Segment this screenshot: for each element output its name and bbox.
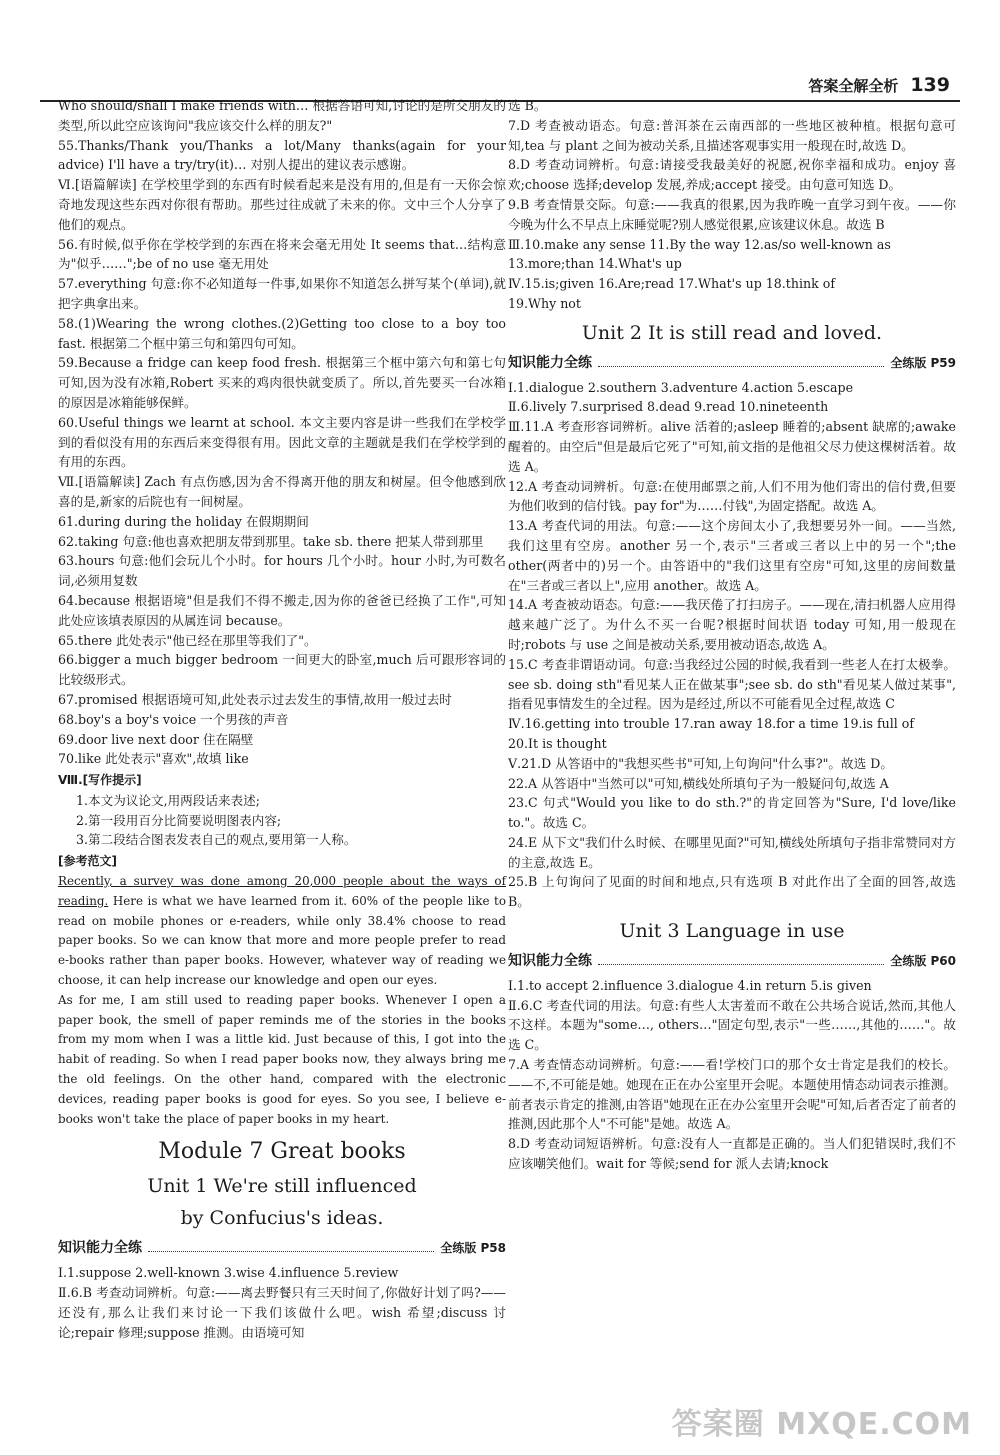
section-bar [508,952,956,972]
answer-line: 69.door live next door 住在隔壁 [58,731,254,747]
answer-line: 选 B。 [508,98,547,113]
answer-line: Ⅵ.[语篇解读] 在学校里学到的东西有时候看起来是没有用的,但是有一天你会惊奇地发现这些东西对你很有帮助。那些过往成就了未来的你。文中三个人分享了他们的观点。 [58,177,506,232]
answer-line: 24.E 从下文"我们什么时候、在哪里见面?"可知,横线处所填句子指非常赞同对方的主意,故选 E。 [508,834,956,870]
answer-line: 68.boy's a boy's voice 一个男孩的声音 [58,711,289,727]
unit-1-title-line-2: by Confucius's ideas. [180,1207,384,1230]
answer-line: 20.It is thought [508,735,607,751]
answer-line: 8.D 考查动词辨析。句意:请接受我最美好的祝愿,祝你幸福和成功。enjoy 喜欢;choose 选择;develop 发展,养成;accept 接受。由句意可知选 D。 [508,157,956,193]
answer-line: 15.C 考查非谓语动词。句意:当我经过公园的时候,我看到一些老人在打太极拳。see sb. doing sth"看见某人正在做某事";see sb. do sth"看见某人做过某事",指看见事情发生的全过程。因为是经过,所以不可能看见全过程,故选 C [508,656,956,712]
section-title: 知识能力全练 [58,1240,142,1257]
answer-line: Ⅱ.6.lively 7.surprised 8.dead 9.read 10.nineteenth [508,399,829,415]
section-leader-dots [598,366,884,367]
answer-line: 22.A 从答语中"当然可以"可知,横线处所填句子为一般疑问句,故选 A [508,775,889,791]
section-leader-dots [598,964,884,965]
section-bar [508,354,956,374]
right-column [508,96,956,1174]
answer-line: 64.because 根据语境"但是我们不得不搬走,因为你的爸爸已经换了工作",可知此处应该填表原因的从属连词 because。 [58,592,506,628]
essay-underlined-sentence: Recently, a survey was done among 20,000 people about the ways of reading. [58,874,506,908]
answer-line: 7.D 考查被动语态。句意:普洱茶在云南西部的一些地区被种植。根据句意可知,tea 与 plant 之间为被动关系,且描述客观事实用一般现在时,故选 D。 [508,117,956,153]
answer-line: 61.during during the holiday 在假期期间 [58,513,309,529]
writing-tip: 3.第二段结合图表发表自己的观点,要用第一人称。 [76,832,357,848]
answer-line: 62.taking 句意:他也喜欢把朋友带到那里。take sb. there 把某人带到那里 [58,533,484,549]
answer-line: 60.Useful things we learnt at school. 本文主要内容是讲一些我们在学校学到的看似没有用的东西后来变得很有用。因此文章的主题就是我们在学校学到的有用的东西。 [58,414,506,470]
writing-tip: 1.本文为议论文,用两段话来表述; [76,792,260,808]
section-title: 知识能力全练 [508,354,592,371]
section-bar [58,1239,506,1259]
page-number: 139 [910,74,950,96]
unit-3-title: Unit 3 Language in use [619,920,845,943]
answer-line: 25.B 上句询问了见面的时间和地点,只有选项 B 对此作出了全面的回答,故选 B。 [508,874,956,910]
answer-line: Ⅰ.1.suppose 2.well-known 3.wise 4.influence 5.review [58,1265,399,1281]
answer-line: 9.B 考查情景交际。句意:——我真的很累,因为我昨晚一直学习到午夜。——你今晚为什么不早点上床睡觉呢?别人感觉很累,应该建议休息。故选 B [508,196,956,232]
answer-line: 70.like 此处表示"喜欢",故填 like [58,751,249,767]
answer-line: Who should/shall I make friends with… 根据答语可知,讨论的是所交朋友的类型,所以此空应该询问"我应该交什么样的朋友?" [58,98,506,133]
answer-line: Ⅲ.10.make any sense 11.By the way 12.as/so well-known as [508,236,891,252]
unit-1-title-line-1: Unit 1 We're still influenced [147,1175,417,1198]
answer-line: Ⅰ.1.dialogue 2.southern 3.adventure 4.action 5.escape [508,379,854,395]
answer-line: Ⅳ.16.getting into trouble 17.ran away 18.for a time 19.is full of [508,716,915,732]
answer-line: 57.everything 句意:你不必知道每一件事,如果你不知道怎么拼写某个(单词),就把字典拿出来。 [58,276,506,311]
section-page-ref: 全练版 P60 [890,954,956,969]
answer-line: Ⅲ.11.A 考查形容词辨析。alive 活着的;asleep 睡着的;absent 缺席的;awake 醒着的。由空后"但是最后它死了"可知,前文指的是他祖父尽力使这棵树活着。故选 A。 [508,419,956,474]
answer-line: 12.A 考查动词辨析。句意:在使用邮票之前,人们不用为他们寄出的信付费,但要为他们收到的信付钱。pay for"为……付钱",为固定搭配。故选 A。 [508,478,956,514]
answer-line: 58.(1)Wearing the wrong clothes.(2)Getting too close to a boy too fast. 根据第二个框中第三句和第四句可知。 [58,315,506,351]
answer-line: 14.A 考查被动语态。句意:——我厌倦了打扫房子。——现在,清扫机器人应用得越来越广泛了。为什么不买一台呢?根据时间状语 today 可知,用一般现在时;robots 与 use 之间是被动关系,要用被动语态,故选 A。 [508,597,956,652]
answer-line: Ⅴ.21.D 从答语中的"我想买些书"可知,上句询问"什么事?"。故选 D。 [508,755,893,771]
essay-paragraph-1: Here is what we have learned from it. 60% of the people like to read on mobile phones or e-readers, while only 38.4% choose to read paper books. So we can know that more and more people prefer to read e-books rather than paper books. However, whatever way of reading we choose, it can help increase our knowledge and open our eyes. [58,893,506,988]
answer-line: 65.there 此处表示"他已经在那里等我们了"。 [58,632,317,648]
answer-line: Ⅰ.1.to accept 2.influence 3.dialogue 4.in return 5.is given [508,977,872,993]
answer-line: Ⅳ.15.is;given 16.Are;read 17.What's up 18.think of [508,276,835,292]
answer-line: 56.有时候,似乎你在学校学到的东西在将来会毫无用处 It seems that…结构意为"似乎……";be of no use 毫无用处 [58,236,506,272]
answer-line: 63.hours 句意:他们会玩儿个小时。for hours 几个小时。hour 小时,为可数名词,必须用复数 [58,553,506,589]
section-page-ref: 全练版 P58 [440,1241,506,1256]
writing-tips-label: Ⅷ.[写作提示] [58,773,142,788]
header-title: 答案全解全析 [808,77,899,95]
answer-line: 59.Because a fridge can keep food fresh. 根据第三个框中第六句和第七句可知,因为没有冰箱,Robert 买来的鸡肉很快就变质了。所以,首先要买一台冰箱的原因是冰箱能够保鲜。 [58,355,506,410]
answer-line: Ⅶ.[语篇解读] Zach 有点伤感,因为舍不得离开他的朋友和树屋。但令他感到欣喜的是,新家的后院也有一间树屋。 [58,474,506,509]
sample-essay [58,872,506,1129]
essay-paragraph-2: As for me, I am still used to reading paper books. Whenever I open a paper book, the smell of paper reminds me of the stories in the books from my mom when I was a little kid. Just because of this, I got into the habit of reading. So when I read paper books now, they always bring me the old feelings. On the other hand, compared with the electronic devices, reading paper books is good for eyes. So you see, I believe e-books won't take the place of paper books in my heart. [58,992,506,1126]
answer-line: Ⅱ.6.C 考查代词的用法。句意:有些人太害羞而不敢在公共场合说话,然而,其他人不这样。本题为"some…, others…"固定句型,表示"一些……,其他的……"。故选 C。 [508,997,956,1053]
answer-line: 8.D 考查动词短语辨析。句意:没有人一直都是正确的。当人们犯错误时,我们不应该嘲笑他们。wait for 等候;send for 派人去请;knock [508,1136,956,1172]
writing-tip: 2.第一段用百分比简要说明图表内容; [76,812,282,828]
watermark-logo: 答案圈 MXQE.COM [671,1407,972,1442]
left-column [58,96,506,1342]
answer-line: 19.Why not [508,295,581,311]
answer-line: 55.Thanks/Thank you/Thanks a lot/Many thanks(again for your advice) I'll have a try/try(it)… 对别人提出的建议表示感谢。 [58,137,506,173]
answer-line: 66.bigger a much bigger bedroom 一间更大的卧室,much 后可跟形容词的比较级形式。 [58,652,506,688]
answer-line: 13.A 考查代词的用法。句意:——这个房间太小了,我想要另外一间。——当然,我们这里有空房。another 另一个,表示"三者或三者以上中的另一个";the other(两者中的)另一个。由答语中的"我们这里有空房"可知,这里的房间数量在"三者或三者以上",应用 another。故选 A。 [508,518,956,593]
answer-line: 13.more;than 14.What's up [508,256,682,272]
section-title: 知识能力全练 [508,953,592,970]
answer-line: 23.C 句式"Would you like to do sth.?"的肯定回答为"Sure, I'd love/like to."。故选 C。 [508,795,956,831]
section-page-ref: 全练版 P59 [890,355,956,370]
unit-2-title: Unit 2 It is still read and loved. [581,321,883,344]
answer-line: Ⅱ.6.B 考查动词辨析。句意:——离去野餐只有三天时间了,你做好计划了吗?——还没有,那么让我们来讨论一下我们该做什么吧。wish 希望;discuss 讨论;repair 修理;suppose 推测。由语境可知 [58,1285,506,1340]
module-title: Module 7 Great books [158,1139,406,1165]
answer-line: 7.A 考查情态动词辨析。句意:——看!学校门口的那个女士肯定是我们的校长。——不,不可能是她。她现在正在办公室里开会呢。本题使用情态动词表示推测。前者表示肯定的推测,由答语"她现在正在办公室里开会呢"可知,后者否定了前者的推测,因此那个人"不可能"是她。故选 A。 [508,1057,956,1132]
answer-line: 67.promised 根据语境可知,此处表示过去发生的事情,故用一般过去时 [58,691,452,707]
sample-essay-label: [参考范文] [58,854,117,869]
section-leader-dots [148,1251,434,1252]
